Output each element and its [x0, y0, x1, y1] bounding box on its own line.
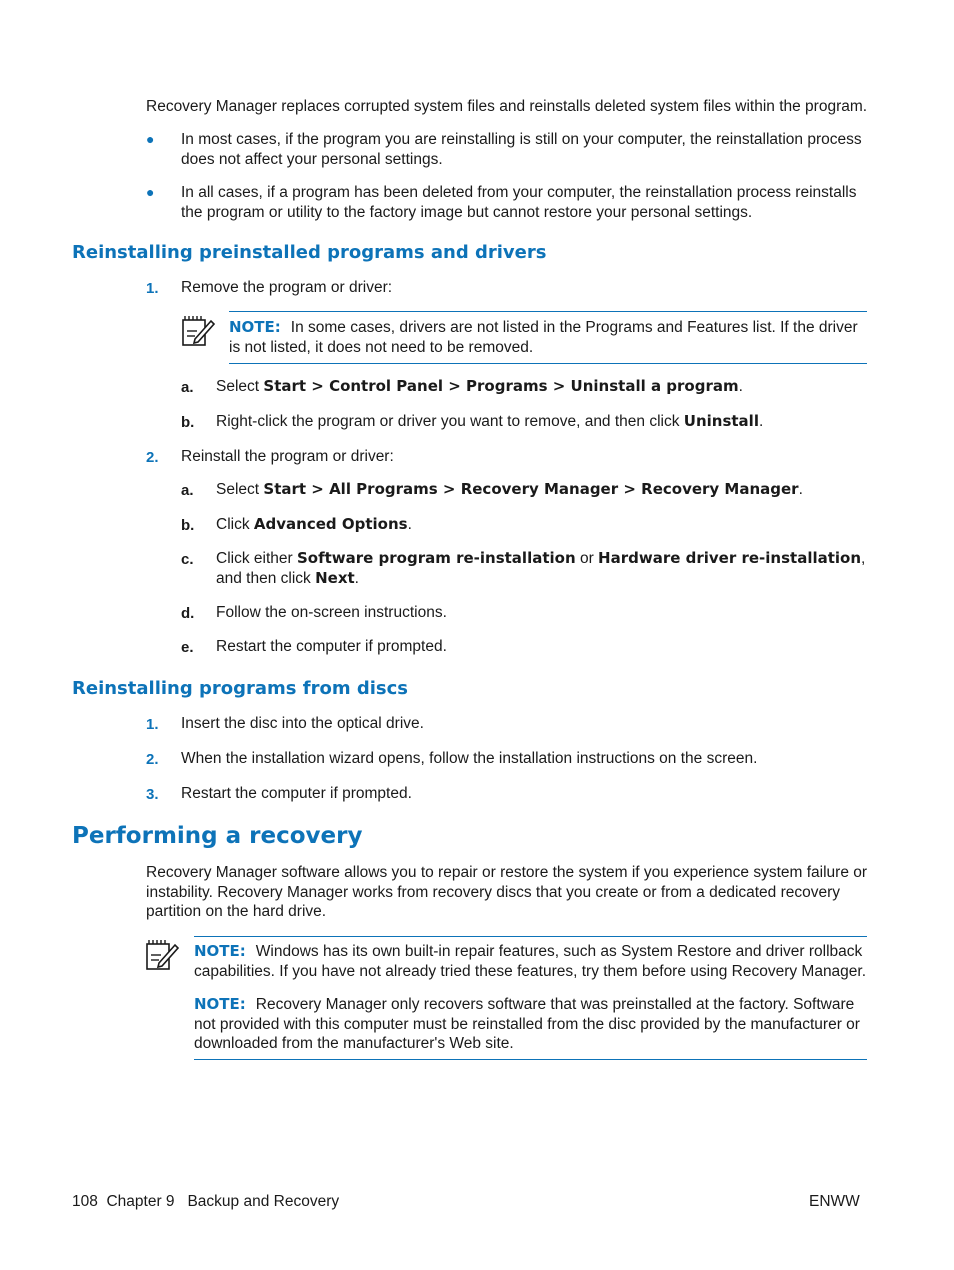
substep-text: Right-click the program or driver you want to remove, and then click Uninstall. [216, 412, 764, 430]
paragraph-line: partition on the hard drive. [146, 903, 327, 920]
note-text: In some cases, drivers are not listed in the Programs and Features list. If the driver [290, 319, 858, 336]
step-number: 1. [146, 280, 159, 297]
substep-letter: a. [181, 379, 194, 396]
substep-letter: d. [181, 605, 195, 622]
substep-letter: e. [181, 639, 194, 656]
note-text: downloaded from the manufacturer's Web site. [194, 1035, 514, 1052]
footer-page-info: 108 Chapter 9 Backup and Recovery [72, 1193, 340, 1210]
step-text: Reinstall the program or driver: [181, 448, 394, 465]
substep-text: Click either Software program re-installation or Hardware driver re-installation, and then click Next. [216, 549, 866, 587]
bullet-item-2 [181, 183, 856, 222]
section-heading-reinstalling-preinstalled: Reinstalling preinstalled programs and drivers [72, 242, 547, 263]
step-text: When the installation wizard opens, follow the installation instructions on the screen. [181, 750, 758, 767]
note-icon [181, 314, 215, 347]
substep-letter: a. [181, 482, 194, 499]
note-text: Recovery Manager only recovers software that was preinstalled at the factory. Software [255, 996, 855, 1013]
step-number: 1. [146, 716, 159, 733]
note-top-rule [194, 936, 867, 937]
step-text: Remove the program or driver: [181, 279, 393, 296]
substep-text: Click Advanced Options. [216, 515, 412, 533]
footer-enww: ENWW [809, 1193, 860, 1210]
note-body [229, 318, 869, 357]
bullet-line: the program or utility to the factory image but cannot restore your personal settings. [181, 203, 753, 221]
substep-text: Restart the computer if prompted. [216, 638, 447, 655]
substep-letter: c. [181, 551, 194, 568]
step-text: Restart the computer if prompted. [181, 785, 412, 802]
note-text: Windows has its own built-in repair features, such as System Restore and driver rollback [255, 943, 863, 960]
note-text: not provided with this computer must be reinstalled from the disc provided by the manufacturer or [194, 1015, 860, 1033]
section-heading-reinstalling-from-discs: Reinstalling programs from discs [72, 678, 409, 699]
substep-text: Select Start > All Programs > Recovery Manager > Recovery Manager. [216, 480, 803, 498]
note-label: NOTE: [194, 942, 246, 960]
substep-text: Select Start > Control Panel > Programs > Uninstall a program. [216, 377, 743, 395]
bullet-dot: ● [146, 131, 155, 147]
note-text: capabilities. If you have not already tried these features, try them before using Recovery Manager. [194, 962, 867, 980]
note-body [194, 942, 874, 981]
substep-text: Follow the on-screen instructions. [216, 604, 447, 621]
paragraph-line: Recovery Manager software allows you to repair or restore the system if you experience system failure or [146, 864, 868, 881]
note-bottom-rule [194, 1059, 867, 1060]
bullet-item-1 [181, 130, 862, 169]
recovery-paragraph [146, 863, 876, 922]
note-top-rule [229, 311, 867, 312]
step-text: Insert the disc into the optical drive. [181, 715, 424, 732]
step-number: 2. [146, 751, 159, 768]
intro-paragraph: Recovery Manager replaces corrupted system files and reinstalls deleted system files within the program. [146, 98, 868, 115]
step-number: 2. [146, 449, 159, 466]
step-number: 3. [146, 786, 159, 803]
bullet-line: does not affect your personal settings. [181, 150, 443, 168]
paragraph-line: instability. Recovery Manager works from recovery discs that you create or from a dedicated recovery [146, 883, 841, 901]
note-bottom-rule [229, 363, 867, 364]
note-label: NOTE: [194, 995, 246, 1013]
bullet-dot: ● [146, 184, 155, 200]
substep-letter: b. [181, 517, 195, 534]
substep-letter: b. [181, 414, 195, 431]
note-body [194, 995, 874, 1054]
note-label: NOTE: [229, 318, 281, 336]
bullet-line: In all cases, if a program has been deleted from your computer, the reinstallation process reinstalls [181, 184, 857, 201]
section-heading-performing-recovery: Performing a recovery [72, 823, 363, 849]
note-icon [145, 938, 179, 971]
note-text: is not listed, it does not need to be removed. [229, 338, 534, 356]
bullet-line: In most cases, if the program you are reinstalling is still on your computer, the reinstallation process [181, 131, 862, 148]
